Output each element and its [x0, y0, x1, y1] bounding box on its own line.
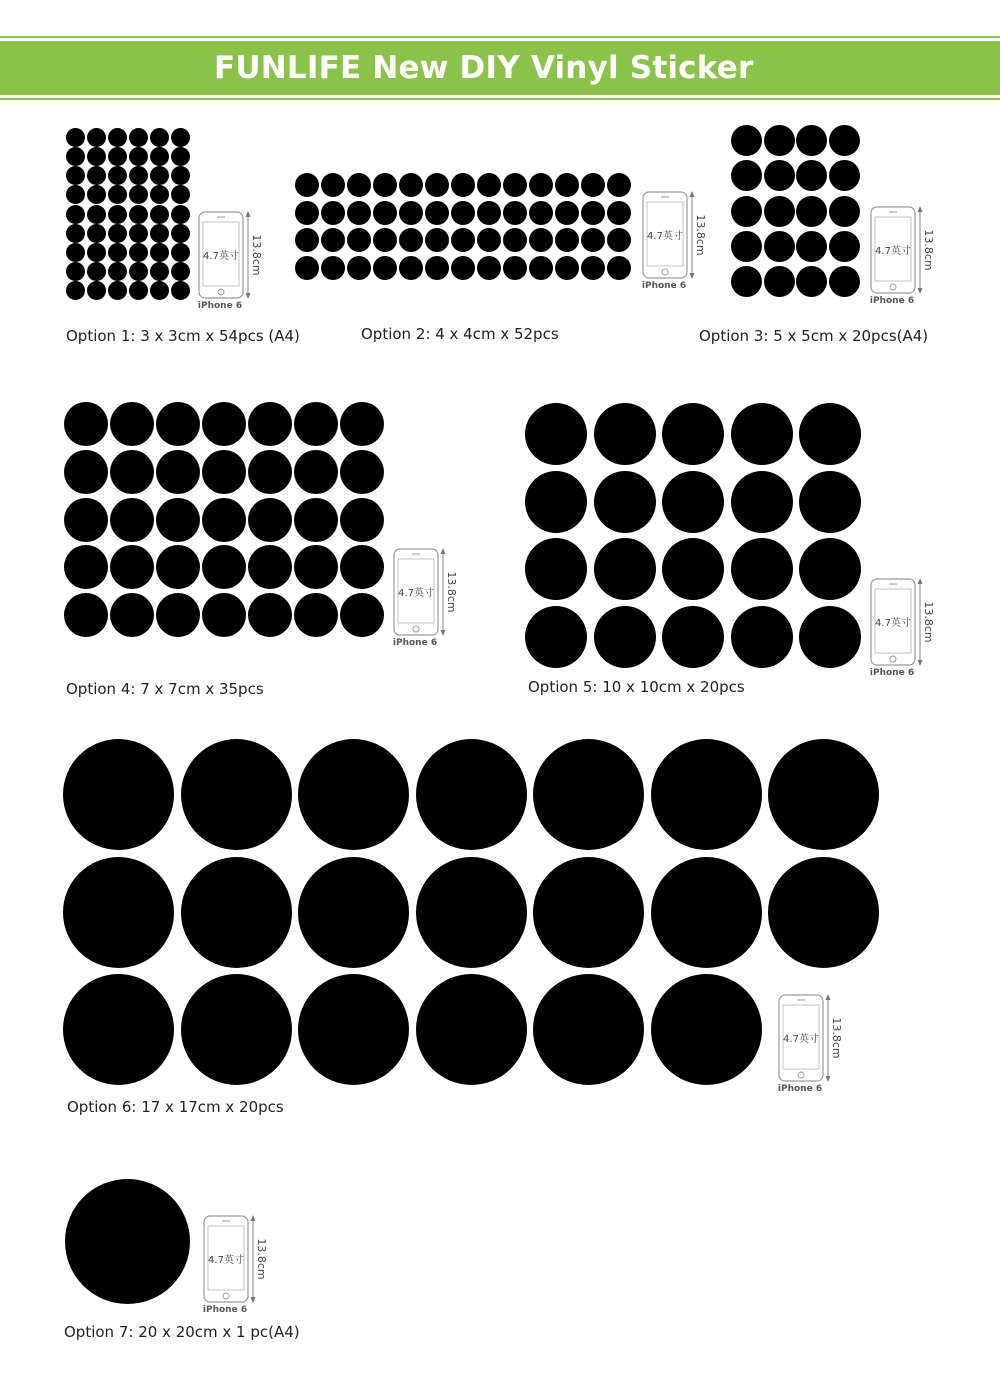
sticker-dot [171, 166, 190, 185]
sticker-dot [129, 185, 148, 204]
phone-model-label: iPhone 6 [869, 296, 915, 305]
sticker-dot [108, 224, 127, 243]
sticker-dot [555, 173, 579, 197]
sticker-dot [451, 173, 475, 197]
sticker-dot [64, 593, 108, 637]
sticker-dot [731, 231, 762, 262]
sticker-dot [66, 185, 85, 204]
option-3-caption: Option 3: 5 x 5cm x 20pcs(A4) [699, 327, 929, 345]
sticker-dot [662, 606, 724, 668]
sticker-dot [607, 256, 631, 280]
option-3-dot-grid [731, 125, 860, 297]
sticker-dot [533, 857, 644, 968]
sticker-dot [66, 166, 85, 185]
phone-screen-size-label: 4.7英寸 [203, 251, 239, 262]
sticker-dot [662, 403, 724, 465]
sticker-dot [731, 606, 793, 668]
phone-model-label: iPhone 6 [777, 1084, 823, 1093]
option-1-dot-grid [66, 128, 190, 300]
sticker-dot [340, 545, 384, 589]
sticker-dot [248, 402, 292, 446]
sticker-dot [607, 173, 631, 197]
sticker-dot [64, 545, 108, 589]
sticker-dot [150, 205, 169, 224]
sticker-dot [594, 606, 656, 668]
sticker-dot [294, 498, 338, 542]
sticker-dot [503, 173, 527, 197]
phone-height-label: 13.8cm [445, 571, 458, 613]
phone-height-label: 13.8cm [830, 1017, 843, 1059]
sticker-dot [171, 281, 190, 300]
sticker-dot [150, 128, 169, 147]
iphone-6-size-reference [201, 1214, 273, 1314]
sticker-dot [503, 201, 527, 225]
sticker-dot [347, 201, 371, 225]
sticker-dot [66, 243, 85, 262]
sticker-dot [594, 471, 656, 533]
option-2-caption: Option 2: 4 x 4cm x 52pcs [361, 325, 559, 343]
sticker-dot [108, 166, 127, 185]
sticker-dot [171, 262, 190, 281]
option-7-dot-grid [65, 1179, 190, 1304]
sticker-dot [65, 1179, 190, 1304]
option-6-dot-grid [63, 739, 879, 1085]
phone-height-label: 13.8cm [255, 1238, 268, 1280]
sticker-dot [108, 262, 127, 281]
page-title: FUNLIFE New DIY Vinyl Sticker [214, 50, 754, 86]
sticker-dot [108, 205, 127, 224]
sticker-dot [150, 166, 169, 185]
sticker-dot [294, 593, 338, 637]
sticker-dot [110, 402, 154, 446]
sticker-dot [529, 256, 553, 280]
sticker-dot [416, 857, 527, 968]
sticker-dot [156, 402, 200, 446]
sticker-dot [594, 403, 656, 465]
sticker-dot [110, 450, 154, 494]
sticker-dot [340, 593, 384, 637]
sticker-dot [295, 173, 319, 197]
sticker-dot [202, 450, 246, 494]
phone-screen-size-label: 4.7英寸 [875, 246, 911, 257]
sticker-dot [64, 402, 108, 446]
sticker-dot [171, 147, 190, 166]
sticker-dot [150, 281, 169, 300]
sticker-dot [503, 256, 527, 280]
sticker-dot [340, 498, 384, 542]
sticker-dot [416, 974, 527, 1085]
sticker-dot [651, 974, 762, 1085]
sticker-dot [533, 974, 644, 1085]
sticker-dot [66, 262, 85, 281]
banner-bottom-rule [0, 98, 1000, 100]
sticker-dot [171, 185, 190, 204]
sticker-dot [87, 166, 106, 185]
sticker-dot [829, 125, 860, 156]
sticker-dot [525, 403, 587, 465]
sticker-dot [477, 201, 501, 225]
iphone-6-size-reference [196, 210, 268, 310]
phone-height-label: 13.8cm [250, 234, 263, 276]
sticker-dot [87, 224, 106, 243]
sticker-dot [399, 228, 423, 252]
sticker-dot [373, 201, 397, 225]
sticker-dot [477, 173, 501, 197]
sticker-dot [555, 201, 579, 225]
option-4-dot-grid [64, 402, 384, 637]
sticker-dot [731, 538, 793, 600]
sticker-dot [347, 228, 371, 252]
sticker-dot [399, 256, 423, 280]
sticker-dot [321, 201, 345, 225]
sticker-dot [731, 266, 762, 297]
sticker-dot [373, 228, 397, 252]
sticker-dot [248, 498, 292, 542]
sticker-dot [477, 228, 501, 252]
sticker-dot [829, 266, 860, 297]
sticker-dot [87, 185, 106, 204]
sticker-dot [796, 125, 827, 156]
sticker-dot [66, 128, 85, 147]
sticker-dot [764, 231, 795, 262]
sticker-dot [796, 231, 827, 262]
sticker-dot [425, 228, 449, 252]
sticker-dot [63, 857, 174, 968]
sticker-dot [764, 125, 795, 156]
sticker-dot [129, 166, 148, 185]
sticker-dot [63, 739, 174, 850]
sticker-dot [525, 538, 587, 600]
sticker-dot [87, 205, 106, 224]
sticker-dot [156, 498, 200, 542]
iphone-6-size-reference [868, 577, 940, 677]
sticker-dot [340, 450, 384, 494]
sticker-dot [171, 224, 190, 243]
sticker-dot [451, 228, 475, 252]
sticker-dot [594, 538, 656, 600]
phone-screen-size-label: 4.7英寸 [398, 588, 434, 599]
sticker-dot [129, 147, 148, 166]
option-7-caption: Option 7: 20 x 20cm x 1 pc(A4) [64, 1323, 300, 1341]
sticker-dot [731, 125, 762, 156]
sticker-dot [555, 256, 579, 280]
sticker-dot [799, 403, 861, 465]
sticker-dot [373, 173, 397, 197]
sticker-dot [796, 266, 827, 297]
sticker-dot [503, 228, 527, 252]
sticker-dot [581, 201, 605, 225]
phone-outline-icon [776, 993, 848, 1093]
sticker-dot [294, 402, 338, 446]
sticker-dot [581, 228, 605, 252]
sticker-dot [425, 256, 449, 280]
sticker-dot [764, 160, 795, 191]
sticker-dot [87, 281, 106, 300]
sticker-dot [731, 403, 793, 465]
sticker-dot [294, 545, 338, 589]
sticker-dot [651, 739, 762, 850]
sticker-dot [529, 201, 553, 225]
sticker-dot [202, 498, 246, 542]
sticker-dot [129, 281, 148, 300]
sticker-dot [662, 538, 724, 600]
sticker-dot [181, 974, 292, 1085]
phone-height-label: 13.8cm [922, 601, 935, 643]
sticker-dot [607, 228, 631, 252]
sticker-dot [321, 173, 345, 197]
sticker-dot [129, 224, 148, 243]
sticker-dot [477, 256, 501, 280]
sticker-dot [796, 160, 827, 191]
sticker-dot [150, 147, 169, 166]
phone-model-label: iPhone 6 [641, 281, 687, 290]
sticker-dot [799, 606, 861, 668]
sticker-dot [829, 160, 860, 191]
sticker-dot [108, 243, 127, 262]
phone-screen-size-label: 4.7英寸 [208, 1255, 244, 1266]
phone-screen-size-label: 4.7英寸 [647, 231, 683, 242]
sticker-dot [156, 450, 200, 494]
phone-outline-icon [868, 577, 940, 677]
sticker-dot [529, 173, 553, 197]
sticker-dot [181, 857, 292, 968]
sticker-dot [110, 545, 154, 589]
sticker-dot [87, 128, 106, 147]
phone-model-label: iPhone 6 [392, 638, 438, 647]
sticker-dot [110, 498, 154, 542]
sticker-dot [533, 739, 644, 850]
sticker-dot [425, 173, 449, 197]
sticker-dot [150, 243, 169, 262]
sticker-dot [87, 147, 106, 166]
option-4-caption: Option 4: 7 x 7cm x 35pcs [66, 680, 264, 698]
sticker-dot [295, 256, 319, 280]
sticker-dot [731, 196, 762, 227]
sticker-dot [298, 857, 409, 968]
phone-height-label: 13.8cm [922, 229, 935, 271]
phone-model-label: iPhone 6 [197, 301, 243, 310]
sticker-dot [64, 498, 108, 542]
banner-top-rule [0, 36, 1000, 38]
sticker-dot [248, 545, 292, 589]
phone-model-label: iPhone 6 [869, 668, 915, 677]
sticker-dot [347, 173, 371, 197]
sticker-dot [248, 450, 292, 494]
sticker-dot [425, 201, 449, 225]
sticker-dot [525, 471, 587, 533]
sticker-dot [108, 185, 127, 204]
phone-height-label: 13.8cm [694, 214, 707, 256]
sticker-dot [347, 256, 371, 280]
sticker-dot [156, 545, 200, 589]
sticker-dot [607, 201, 631, 225]
sticker-dot [581, 256, 605, 280]
sticker-dot [829, 231, 860, 262]
sticker-dot [64, 450, 108, 494]
sticker-dot [150, 224, 169, 243]
sticker-dot [66, 205, 85, 224]
sticker-dot [416, 739, 527, 850]
sticker-dot [202, 593, 246, 637]
header-banner [0, 36, 1000, 100]
sticker-dot [129, 205, 148, 224]
sticker-dot [768, 857, 879, 968]
sticker-dot [248, 593, 292, 637]
sticker-dot [399, 173, 423, 197]
iphone-6-size-reference [776, 993, 848, 1093]
sticker-dot [731, 160, 762, 191]
sticker-dot [399, 201, 423, 225]
sticker-dot [764, 266, 795, 297]
option-2-dot-grid [295, 173, 631, 280]
phone-outline-icon [201, 1214, 273, 1314]
sticker-dot [294, 450, 338, 494]
sticker-dot [321, 228, 345, 252]
sticker-dot [451, 201, 475, 225]
sticker-dot [181, 739, 292, 850]
sticker-dot [295, 201, 319, 225]
sticker-dot [799, 538, 861, 600]
sticker-dot [171, 243, 190, 262]
iphone-6-size-reference [391, 547, 463, 647]
sticker-dot [156, 593, 200, 637]
sticker-dot [129, 243, 148, 262]
sticker-dot [87, 243, 106, 262]
sticker-dot [555, 228, 579, 252]
sticker-dot [63, 974, 174, 1085]
sticker-dot [768, 739, 879, 850]
sticker-dot [202, 402, 246, 446]
sticker-dot [108, 128, 127, 147]
sticker-dot [66, 281, 85, 300]
sticker-dot [202, 545, 246, 589]
iphone-6-size-reference [640, 190, 712, 290]
sticker-dot [799, 471, 861, 533]
sticker-dot [150, 262, 169, 281]
sticker-dot [171, 205, 190, 224]
phone-screen-size-label: 4.7英寸 [875, 618, 911, 629]
option-6-caption: Option 6: 17 x 17cm x 20pcs [67, 1098, 284, 1116]
sticker-dot [171, 128, 190, 147]
phone-outline-icon [868, 205, 940, 305]
iphone-6-size-reference [868, 205, 940, 305]
sticker-dot [529, 228, 553, 252]
sticker-dot [373, 256, 397, 280]
phone-outline-icon [196, 210, 268, 310]
phone-outline-icon [391, 547, 463, 647]
sticker-dot [764, 196, 795, 227]
sticker-dot [110, 593, 154, 637]
sticker-dot [651, 857, 762, 968]
sticker-dot [796, 196, 827, 227]
sticker-dot [340, 402, 384, 446]
sticker-dot [295, 228, 319, 252]
sticker-dot [129, 128, 148, 147]
sticker-dot [451, 256, 475, 280]
sticker-dot [150, 185, 169, 204]
sticker-dot [525, 606, 587, 668]
sticker-dot [66, 224, 85, 243]
option-5-dot-grid [525, 403, 861, 668]
phone-outline-icon [640, 190, 712, 290]
sticker-dot [87, 262, 106, 281]
sticker-dot [108, 147, 127, 166]
sticker-dot [298, 974, 409, 1085]
sticker-dot [662, 471, 724, 533]
sticker-dot [129, 262, 148, 281]
sticker-dot [581, 173, 605, 197]
sticker-dot [321, 256, 345, 280]
option-1-caption: Option 1: 3 x 3cm x 54pcs (A4) [66, 327, 300, 345]
sticker-dot [829, 196, 860, 227]
phone-model-label: iPhone 6 [202, 1305, 248, 1314]
sticker-dot [108, 281, 127, 300]
option-5-caption: Option 5: 10 x 10cm x 20pcs [528, 678, 745, 696]
sticker-dot [731, 471, 793, 533]
sticker-dot [298, 739, 409, 850]
phone-screen-size-label: 4.7英寸 [783, 1034, 819, 1045]
sticker-dot [66, 147, 85, 166]
